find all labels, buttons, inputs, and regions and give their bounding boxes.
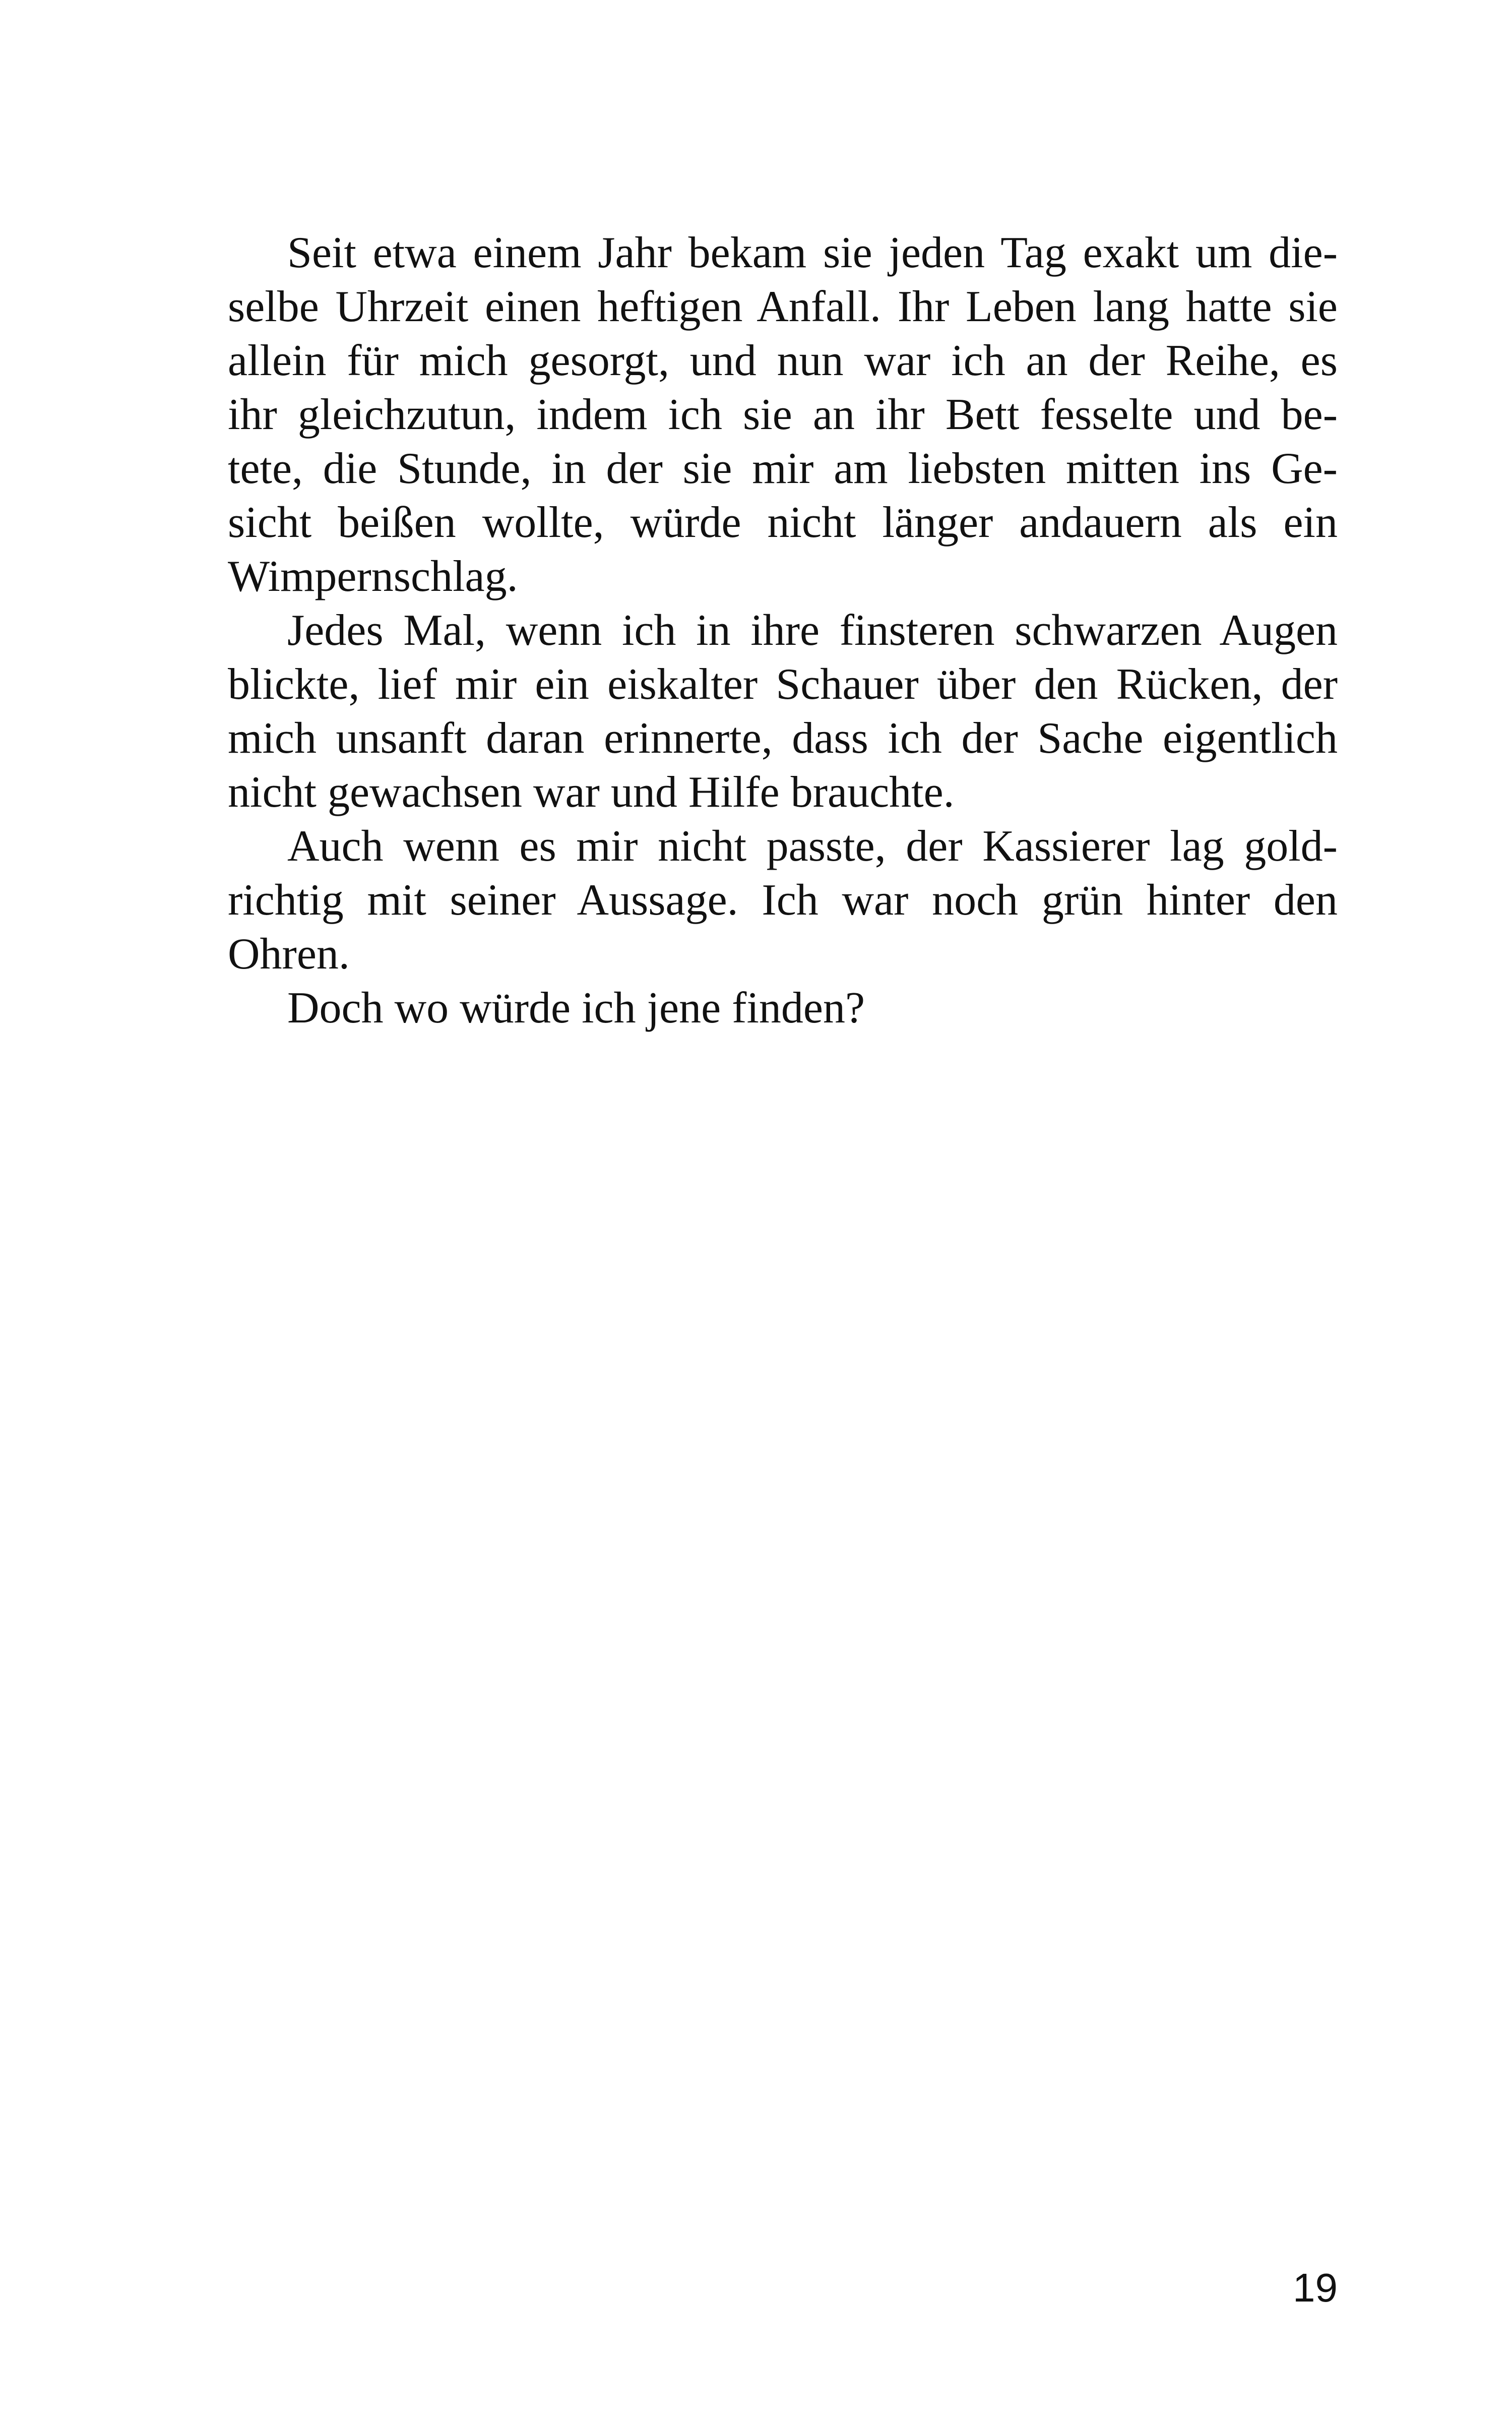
- text-line: blickte, lief mir ein eiskalter Schauer über den Rücken, der: [228, 660, 1338, 709]
- text-line: Doch wo würde ich jene finden?: [287, 984, 865, 1033]
- text-line: Auch wenn es mir nicht passte, der Kassierer lag gold-: [287, 822, 1338, 871]
- page-number: 19: [1293, 2265, 1338, 2310]
- text-line: selbe Uhrzeit einen heftigen Anfall. Ihr Leben lang hatte sie: [228, 282, 1338, 331]
- text-line: richtig mit seiner Aussage. Ich war noch grün hinter den: [228, 876, 1338, 925]
- text-line: allein für mich gesorgt, und nun war ich an der Reihe, es: [228, 336, 1338, 385]
- text-line: Seit etwa einem Jahr bekam sie jeden Tag exakt um die-: [287, 228, 1338, 277]
- text-line: tete, die Stunde, in der sie mir am liebsten mitten ins Ge-: [228, 444, 1338, 493]
- text-line: sicht beißen wollte, würde nicht länger andauern als ein: [228, 498, 1338, 547]
- text-line: mich unsanft daran erinnerte, dass ich der Sache eigentlich: [228, 714, 1338, 763]
- text-line: nicht gewachsen war und Hilfe brauchte.: [228, 768, 955, 817]
- text-line: ihr gleichzutun, indem ich sie an ihr Bett fesselte und be-: [228, 390, 1338, 439]
- text-line: Wimpernschlag.: [228, 552, 518, 601]
- text-line: Ohren.: [228, 930, 350, 979]
- text-line: Jedes Mal, wenn ich in ihre finsteren schwarzen Augen: [287, 606, 1338, 655]
- body-text: [228, 226, 1338, 1035]
